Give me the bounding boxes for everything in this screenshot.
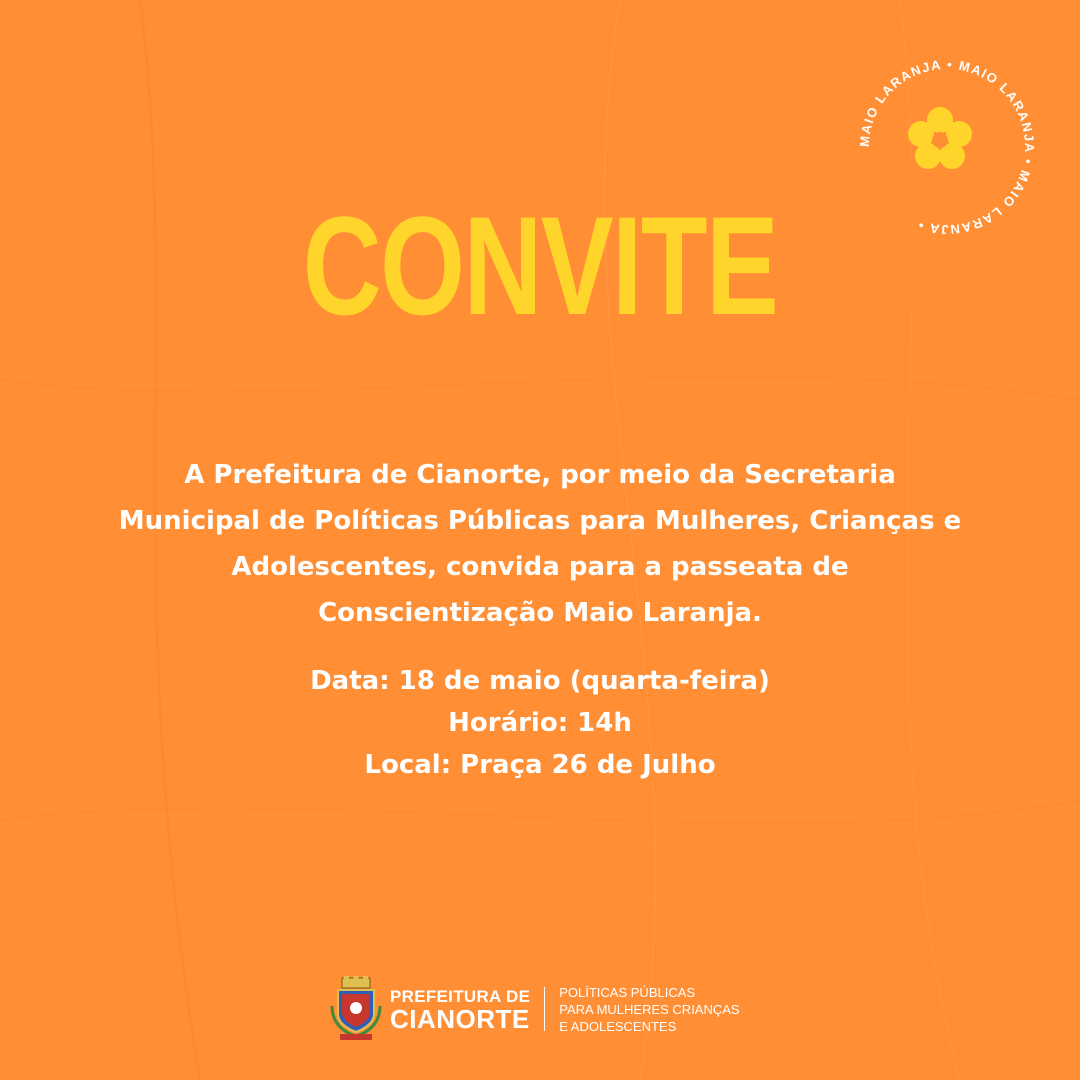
footer-divider (544, 987, 545, 1031)
prefeitura-line1: PREFEITURA DE (390, 986, 531, 1006)
dept-line: E ADOLESCENTES (559, 1018, 677, 1034)
invitation-title: CONVITE (302, 187, 778, 344)
footer-logos (330, 974, 740, 1044)
badge-ring-text: MAIO LARANJA • MAIO LARANJA • MAIO LARANJA • (856, 56, 1038, 238)
invitation-body (60, 452, 1020, 636)
dept-line: PARA MULHERES CRIANÇAS (559, 1001, 740, 1017)
prefeitura-logo-text (390, 987, 530, 1032)
dept-line: POLÍTICAS PÚBLICAS (559, 984, 696, 1000)
event-place: Local: Praça 26 de Julho (364, 750, 716, 780)
prefeitura-line2: CIANORTE (390, 1003, 530, 1034)
municipal-crest-icon (330, 976, 382, 1042)
body-line: Adolescentes, convida para a passeata de (231, 552, 849, 582)
event-details (60, 660, 1020, 786)
event-date: Data: 18 de maio (quarta-feira) (310, 666, 770, 696)
body-line: Municipal de Políticas Públicas para Mulheres, Crianças e (118, 506, 962, 536)
flower-icon (908, 107, 972, 169)
event-time: Horário: 14h (448, 708, 632, 738)
department-name (559, 984, 739, 1035)
body-line: Conscientização Maio Laranja. (318, 598, 762, 628)
body-line: A Prefeitura de Cianorte, por meio da Secretaria (184, 460, 896, 490)
